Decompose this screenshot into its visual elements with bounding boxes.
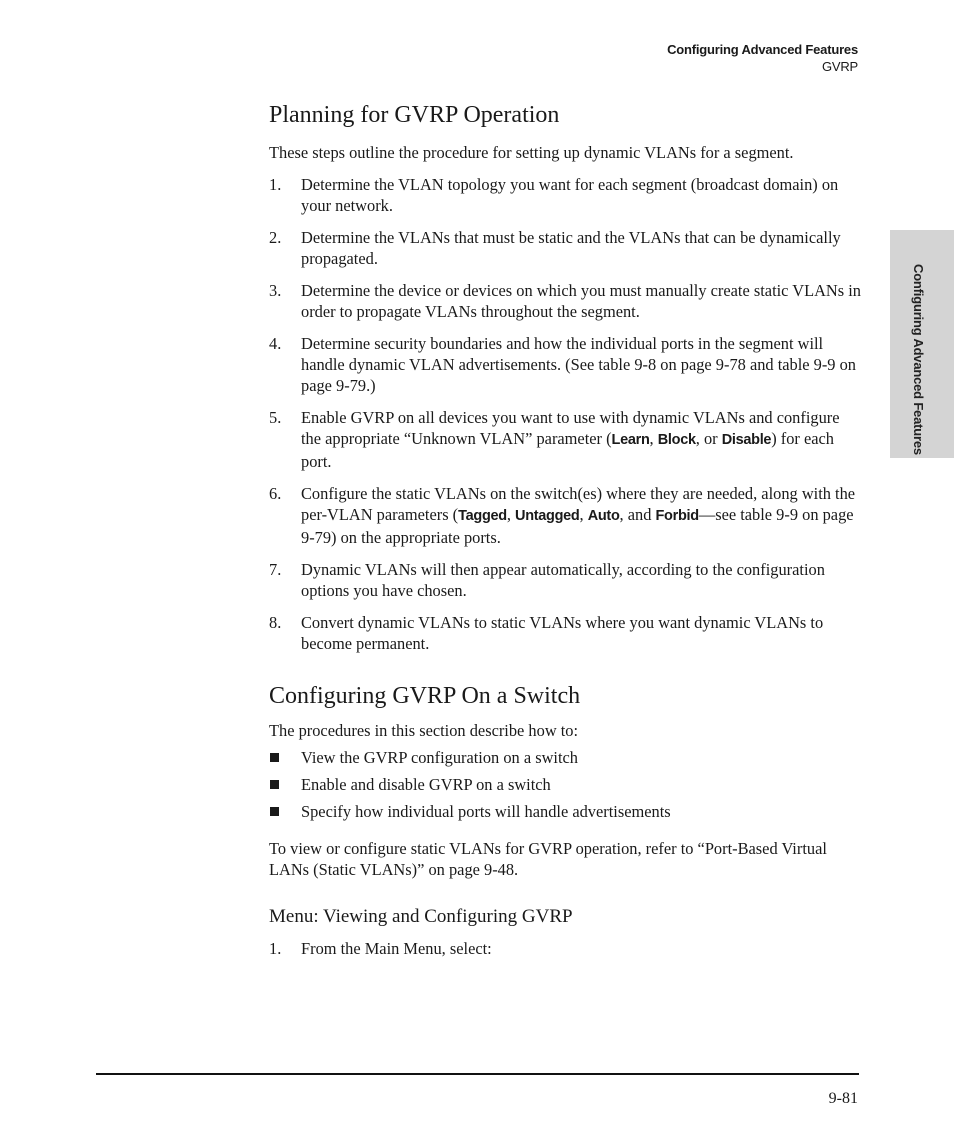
running-head <box>667 41 858 75</box>
separator: , <box>579 505 588 524</box>
step-text-part: Enable GVRP on all devices you want to use with dynamic VLANs and configure the appropriate “Unknown VLAN” parameter ( <box>301 408 840 448</box>
keyword-untagged: Untagged <box>515 508 580 524</box>
keyword-forbid: Forbid <box>655 508 699 524</box>
page-content <box>269 100 861 970</box>
step-text <box>301 408 840 471</box>
running-head-section: GVRP <box>821 59 858 74</box>
keyword-auto: Auto <box>587 508 620 524</box>
step-text: Determine the VLAN topology you want for each segment (broadcast domain) on your network. <box>301 175 839 215</box>
menu-steps <box>269 938 861 959</box>
keyword-tagged: Tagged <box>458 508 507 524</box>
bullet-text: View the GVRP configuration on a switch <box>301 748 578 767</box>
menu-heading: Menu: Viewing and Configuring GVRP <box>269 906 573 927</box>
step-text <box>301 484 855 547</box>
step-number: 1. <box>269 175 282 194</box>
page-number: 9-81 <box>828 1090 858 1107</box>
step-number: 5. <box>269 408 282 427</box>
bullet-text: Enable and disable GVRP on a switch <box>301 775 551 794</box>
planning-intro: These steps outline the procedure for setting up dynamic VLANs for a segment. <box>269 143 794 162</box>
side-tab-label: Configuring Advanced Features <box>911 264 926 455</box>
separator: , <box>649 429 658 448</box>
list-item <box>269 280 861 322</box>
separator: , <box>506 505 516 524</box>
step-text: Dynamic VLANs will then appear automatically, according to the configuration options you have chosen. <box>301 560 825 600</box>
step-text-part: ) for each port. <box>301 429 834 471</box>
keyword-disable: Disable <box>721 432 772 448</box>
list-item <box>269 483 861 548</box>
footer-rule <box>96 1073 859 1075</box>
configuring-bullets <box>269 747 861 822</box>
configuring-intro: The procedures in this section describe how to: <box>269 721 579 740</box>
planning-steps <box>269 174 861 654</box>
step-number: 4. <box>269 334 282 353</box>
list-item <box>269 174 861 216</box>
separator: , and <box>619 505 656 524</box>
list-item <box>269 938 861 959</box>
step-number: 3. <box>269 281 282 300</box>
step-number: 2. <box>269 228 282 247</box>
running-head-chapter: Configuring Advanced Features <box>667 42 858 57</box>
list-item <box>269 227 861 269</box>
list-item <box>269 333 861 396</box>
list-item <box>269 801 861 822</box>
list-item <box>269 407 861 472</box>
step-text: Determine the VLANs that must be static and the VLANs that can be dynamically propagated. <box>301 228 841 268</box>
configuring-heading: Configuring GVRP On a Switch <box>269 683 581 709</box>
step-number: 6. <box>269 484 282 503</box>
list-item <box>269 774 861 795</box>
bullet-square-icon <box>270 807 279 816</box>
step-text: Determine security boundaries and how the individual ports in the segment will handle dynamic VLAN advertisements. (See table 9-8 on page 9-78 and table 9-9 on page 9-79.) <box>301 334 856 395</box>
step-text: Determine the device or devices on which you must manually create static VLANs in order to propagate VLANs throughout the segment. <box>301 281 861 321</box>
step-number: 1. <box>269 939 282 958</box>
step-number: 8. <box>269 613 282 632</box>
step-text-part: Configure the static VLANs on the switch(es) where they are needed, along with the per-VLAN parameters ( <box>301 484 856 524</box>
list-item <box>269 612 861 654</box>
bullet-text: Specify how individual ports will handle advertisements <box>301 802 671 821</box>
keyword-learn: Learn <box>611 432 650 448</box>
keyword-block: Block <box>657 432 696 448</box>
configuring-note: To view or configure static VLANs for GVRP operation, refer to “Port-Based Virtual LANs (Static VLANs)” on page 9-48. <box>269 839 827 879</box>
step-text: From the Main Menu, select: <box>301 939 492 958</box>
list-item <box>269 747 861 768</box>
step-text-part: —see table 9-9 on page 9-79) on the appropriate ports. <box>301 505 854 547</box>
bullet-square-icon <box>270 780 279 789</box>
separator: , or <box>695 429 722 448</box>
list-item <box>269 559 861 601</box>
step-text: Convert dynamic VLANs to static VLANs where you want dynamic VLANs to become permanent. <box>301 613 824 653</box>
chapter-side-tab <box>890 230 954 458</box>
step-number: 7. <box>269 560 282 579</box>
bullet-square-icon <box>270 753 279 762</box>
planning-heading: Planning for GVRP Operation <box>269 102 560 128</box>
